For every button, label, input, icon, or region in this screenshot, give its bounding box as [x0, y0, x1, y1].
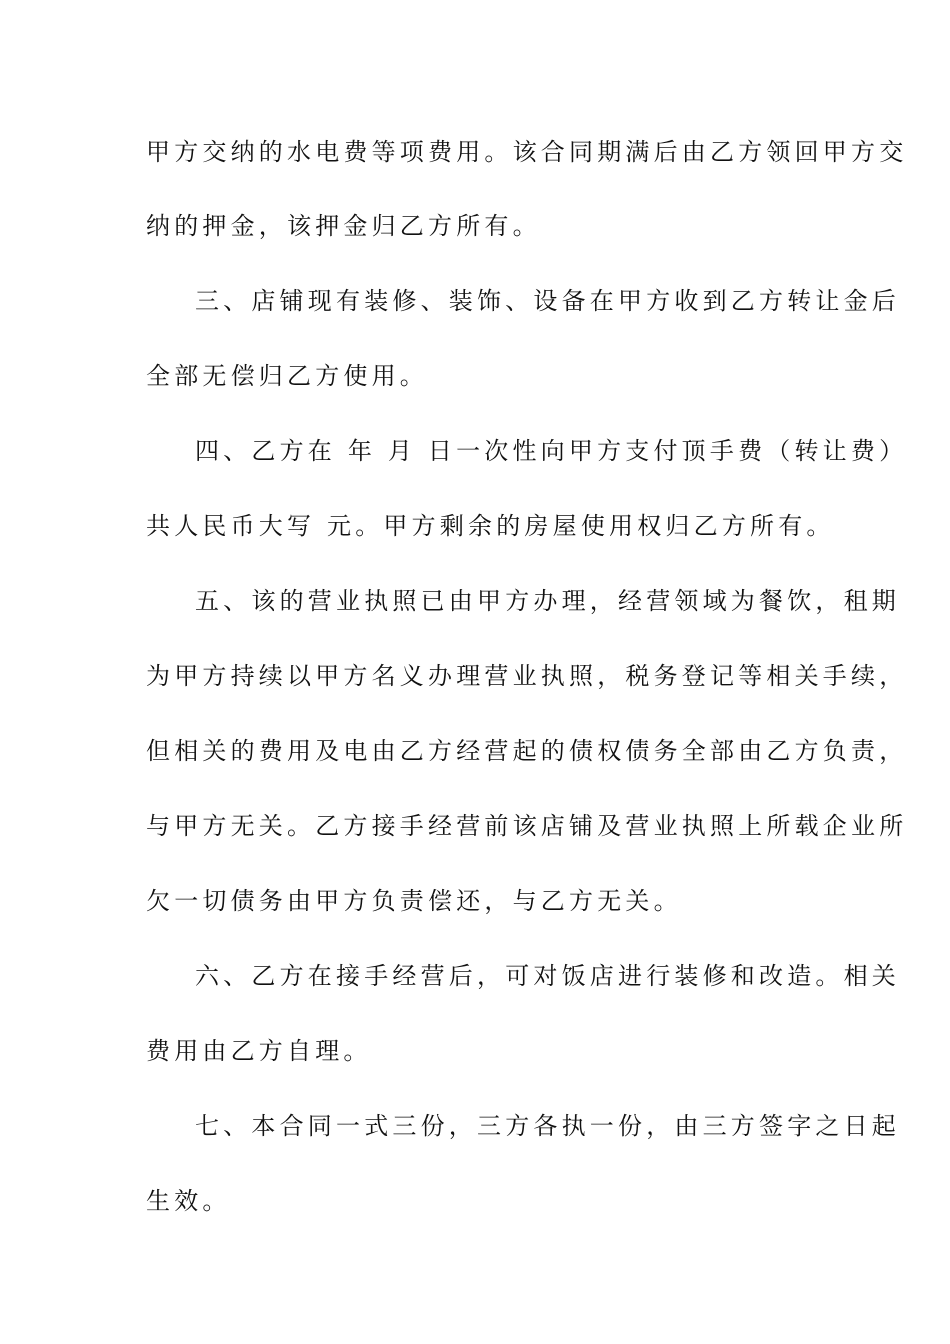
- paragraph-7-line: 七、本合同一式三份，三方各执一份，由三方签字之日起: [195, 1112, 900, 1140]
- text-line: 但相关的费用及电由乙方经营起的债权债务全部由乙方负责，: [146, 737, 908, 765]
- paragraph-4-line: 四、乙方在 年 月 日一次性向甲方支付顶手费（转让费）: [195, 437, 908, 465]
- text-line: 甲方交纳的水电费等项费用。该合同期满后由乙方领回甲方交: [146, 138, 908, 166]
- text-line: 共人民币大写 元。甲方剩余的房屋使用权归乙方所有。: [146, 512, 835, 540]
- paragraph-6-line: 六、乙方在接手经营后，可对饭店进行装修和改造。相关: [195, 962, 900, 990]
- text-line: 与甲方无关。乙方接手经营前该店铺及营业执照上所载企业所: [146, 812, 908, 840]
- paragraph-5-line: 五、该的营业执照已由甲方办理，经营领域为餐饮，租期: [195, 587, 900, 615]
- text-line: 全部无偿归乙方使用。: [146, 362, 428, 390]
- text-line: 生效。: [146, 1187, 231, 1215]
- text-line: 为甲方持续以甲方名义办理营业执照，税务登记等相关手续，: [146, 662, 908, 690]
- text-line: 欠一切债务由甲方负责偿还，与乙方无关。: [146, 887, 682, 915]
- paragraph-3-line: 三、店铺现有装修、装饰、设备在甲方收到乙方转让金后: [195, 287, 900, 315]
- text-line: 纳的押金，该押金归乙方所有。: [146, 212, 541, 240]
- text-line: 费用由乙方自理。: [146, 1037, 372, 1065]
